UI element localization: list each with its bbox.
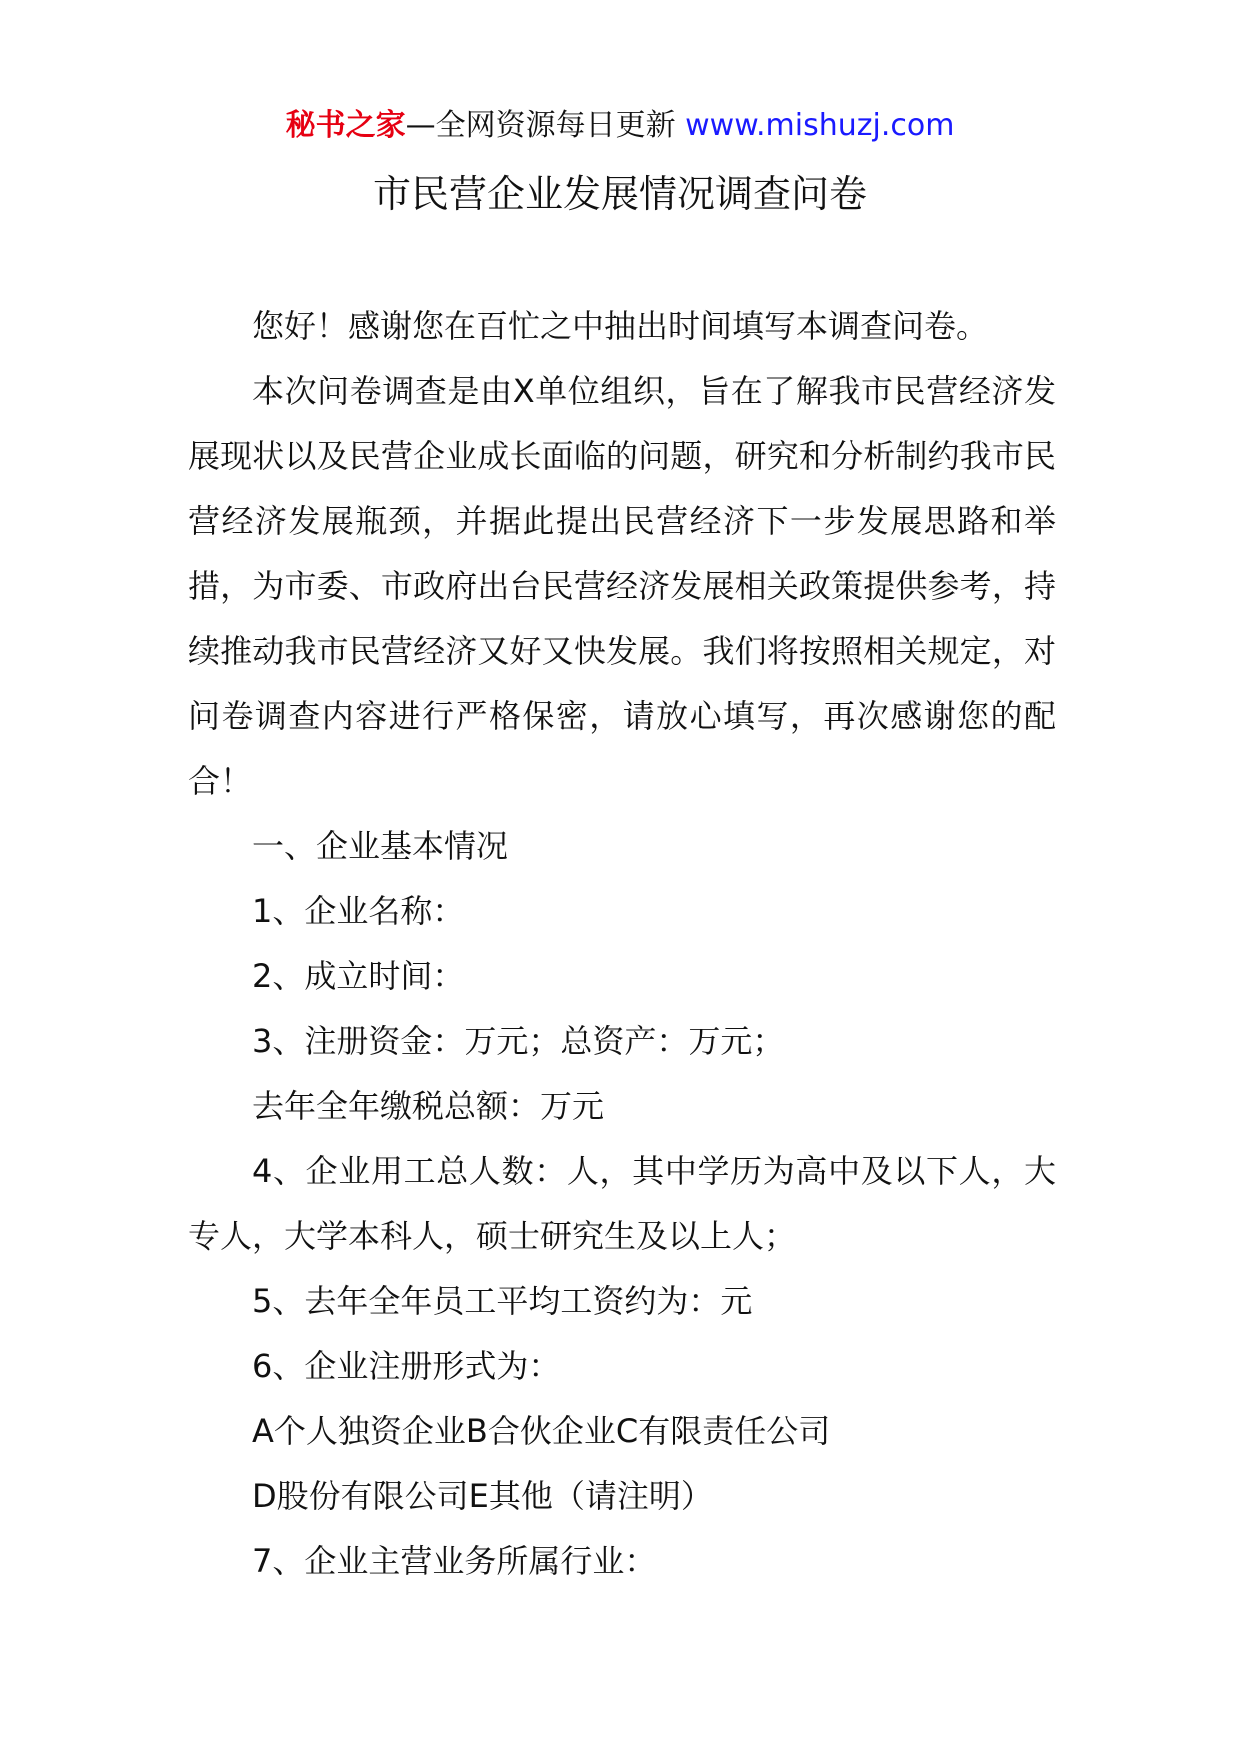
options-registration-form-1: A个人独资企业B合伙企业C有限责任公司 bbox=[252, 1412, 831, 1450]
question-company-name: 1、企业名称： bbox=[252, 892, 465, 930]
brand-name: 秘书之家 bbox=[285, 108, 406, 143]
header-slogan: —全网资源每日更新 bbox=[405, 108, 676, 143]
options-registration-form-2: D股份有限公司E其他（请注明） bbox=[252, 1477, 713, 1515]
section-heading-basic-info: 一、企业基本情况 bbox=[252, 827, 509, 865]
question-average-salary: 5、去年全年员工平均工资约为：元 bbox=[252, 1282, 753, 1320]
document-body bbox=[188, 294, 1056, 1594]
greeting-paragraph: 您好！感谢您在百忙之中抽出时间填写本调查问卷。 bbox=[252, 307, 989, 345]
question-registration-form: 6、企业注册形式为： bbox=[252, 1347, 561, 1385]
document-title: 市民营企业发展情况调查问卷 bbox=[372, 172, 867, 216]
intro-paragraph: 本次问卷调查是由X单位组织，旨在了解我市民营经济发展现状以及民营企业成长面临的问题，研究和分析制约我市民营经济发展瓶颈，并据此提出民营经济下一步发展思路和举措，为市委、市政府出台民营经济发展相关政策提供参考，持续推动我市民营经济又好又快发展。我们将按照相关规定，对问卷调查内容进行严格保密，请放心填写，再次感谢您的配合！ bbox=[188, 372, 1056, 800]
question-annual-tax: 去年全年缴税总额：万元 bbox=[252, 1087, 605, 1125]
question-industry: 7、企业主营业务所属行业： bbox=[252, 1542, 657, 1580]
question-employees: 4、企业用工总人数：人，其中学历为高中及以下人，大专人，大学本科人，硕士研究生及以上人； bbox=[188, 1152, 1056, 1255]
site-url-link[interactable]: www.mishuzj.com bbox=[685, 108, 955, 143]
site-header bbox=[0, 104, 1240, 148]
question-founding-date: 2、成立时间： bbox=[252, 957, 465, 995]
question-registered-capital: 3、注册资金：万元；总资产：万元； bbox=[252, 1022, 785, 1060]
